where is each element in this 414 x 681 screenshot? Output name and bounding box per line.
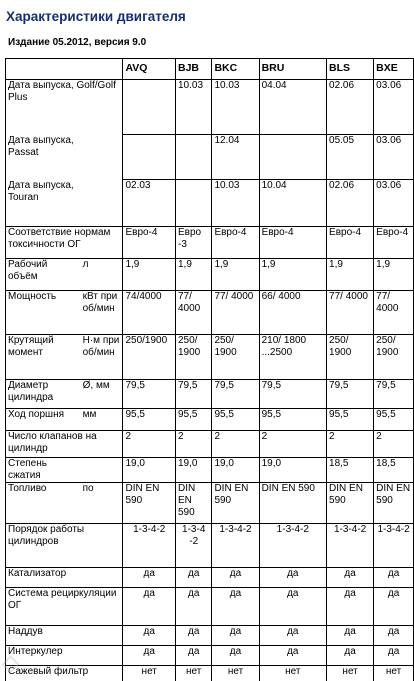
table-row	[6, 483, 414, 524]
table-row	[6, 180, 414, 227]
spec-table-body	[6, 80, 414, 681]
row-unit	[81, 135, 123, 180]
row-unit	[81, 180, 123, 227]
table-cell: 77/ 4000	[374, 291, 414, 335]
table-row	[6, 409, 414, 431]
table-cell: да	[123, 568, 176, 588]
table-row	[6, 291, 414, 335]
table-cell: да	[175, 588, 211, 626]
table-header-row	[6, 59, 414, 80]
table-cell: 2	[175, 431, 211, 458]
row-label: Интеркулер	[6, 646, 123, 666]
table-cell: нет	[327, 666, 374, 681]
table-cell: да	[212, 588, 259, 626]
row-unit: л	[81, 259, 123, 291]
table-cell: 19,0	[212, 458, 259, 483]
table-row	[6, 666, 414, 681]
table-cell: 210/ 1800 ...2500	[259, 335, 326, 380]
table-cell: 1-3-4-2	[259, 524, 326, 568]
table-cell: да	[374, 568, 414, 588]
column-header-bkc: BKC	[212, 59, 259, 80]
table-cell: да	[374, 588, 414, 626]
table-cell: 66/ 4000	[259, 291, 326, 335]
table-row	[6, 380, 414, 409]
table-cell: 79,5	[123, 380, 176, 409]
table-cell: да	[212, 646, 259, 666]
table-cell: 19,0	[175, 458, 211, 483]
table-cell: 19,0	[259, 458, 326, 483]
table-cell: 12.04	[212, 135, 259, 180]
row-label: Система рециркуляции ОГ	[6, 588, 123, 626]
table-cell: да	[327, 588, 374, 626]
table-cell: Евро-4	[374, 227, 414, 259]
table-row	[6, 227, 414, 259]
table-row	[6, 135, 414, 180]
table-cell: да	[212, 568, 259, 588]
table-cell: Евро-4	[212, 227, 259, 259]
row-label: Соответствие нормам токсичности ОГ	[6, 227, 123, 259]
table-cell: 1,9	[327, 259, 374, 291]
header-unit-cell	[81, 59, 123, 80]
column-header-bru: BRU	[259, 59, 326, 80]
table-cell: да	[175, 626, 211, 646]
table-cell: да	[123, 626, 176, 646]
table-cell: 1,9	[212, 259, 259, 291]
table-cell: DIN EN 590	[175, 483, 211, 524]
table-cell: 95,5	[123, 409, 176, 431]
row-label: Дата выпуска, Golf/Golf Plus	[6, 80, 123, 135]
row-unit	[81, 458, 123, 483]
header-label-cell	[6, 59, 81, 80]
row-label: Мощность	[6, 291, 81, 335]
row-label: Наддув	[6, 626, 123, 646]
spec-table-container	[5, 58, 414, 681]
row-label: Рабочий объём	[6, 259, 81, 291]
row-label: Ход поршня	[6, 409, 81, 431]
row-unit: Н·м при об/мин	[81, 335, 123, 380]
table-cell: 04.04	[259, 80, 326, 135]
table-cell: 1,9	[123, 259, 176, 291]
table-cell: 05.05	[327, 135, 374, 180]
table-row	[6, 568, 414, 588]
table-cell	[175, 135, 211, 180]
table-cell: 2	[212, 431, 259, 458]
table-cell: 2	[327, 431, 374, 458]
table-cell: 1,9	[259, 259, 326, 291]
table-cell: 250/ 1900	[212, 335, 259, 380]
table-cell: да	[259, 626, 326, 646]
table-cell: 10.03	[212, 180, 259, 227]
table-cell: 19,0	[123, 458, 176, 483]
table-cell: 250/ 1900	[175, 335, 211, 380]
table-cell: нет	[123, 666, 176, 681]
table-cell: 1-3-4-2	[374, 524, 414, 568]
table-cell: нет	[374, 666, 414, 681]
table-cell: 02.06	[327, 180, 374, 227]
row-unit: мм	[81, 409, 123, 431]
row-label: Крутящий момент	[6, 335, 81, 380]
edition-info: Издание 05.2012, версия 9.0	[8, 37, 147, 48]
table-row	[6, 588, 414, 626]
table-cell: да	[123, 588, 176, 626]
row-label: Сажевый фильтр	[6, 666, 123, 681]
table-cell: DIN EN 590	[123, 483, 176, 524]
table-cell: да	[259, 588, 326, 626]
row-label: Дата выпуска, Touran	[6, 180, 81, 227]
table-cell: DIN EN 590	[374, 483, 414, 524]
table-cell: нет	[175, 666, 211, 681]
column-header-bxe: BXE	[374, 59, 414, 80]
table-row	[6, 335, 414, 380]
row-label: Степень сжатия	[6, 458, 81, 483]
row-label: Диаметр цилиндра	[6, 380, 81, 409]
row-label: Топливо	[6, 483, 81, 524]
table-cell: 1,9	[175, 259, 211, 291]
table-cell: 250/1900	[123, 335, 176, 380]
table-cell: DIN EN 590	[327, 483, 374, 524]
table-cell: 02.03	[123, 180, 176, 227]
column-header-avq: AVQ	[123, 59, 176, 80]
table-row	[6, 458, 414, 483]
table-cell: 1-3-4-2	[123, 524, 176, 568]
table-cell: да	[327, 568, 374, 588]
table-cell: 95,5	[327, 409, 374, 431]
table-cell: 18,5	[327, 458, 374, 483]
table-cell: 77/ 4000	[212, 291, 259, 335]
table-cell: 1-3-4-2	[327, 524, 374, 568]
table-cell: 79,5	[259, 380, 326, 409]
table-cell: 03.06	[374, 135, 414, 180]
table-cell: да	[327, 626, 374, 646]
row-unit: кВт при об/мин	[81, 291, 123, 335]
table-cell: 79,5	[374, 380, 414, 409]
column-header-bls: BLS	[327, 59, 374, 80]
table-cell: 77/ 4000	[175, 291, 211, 335]
table-cell: 03.06	[374, 180, 414, 227]
table-cell: DIN EN 590	[212, 483, 259, 524]
table-cell: 10.03	[212, 80, 259, 135]
table-cell: 03.06	[374, 80, 414, 135]
table-cell: 2	[374, 431, 414, 458]
page-title: Характеристики двигателя	[6, 9, 186, 24]
table-cell: 1,9	[374, 259, 414, 291]
table-row	[6, 431, 414, 458]
table-cell: Евро-4	[123, 227, 176, 259]
table-cell: 79,5	[327, 380, 374, 409]
table-cell: да	[259, 646, 326, 666]
table-row	[6, 259, 414, 291]
row-label: Катализатор	[6, 568, 123, 588]
table-cell: 79,5	[175, 380, 211, 409]
table-cell: да	[175, 646, 211, 666]
table-cell: 77/ 4000	[327, 291, 374, 335]
column-header-bjb: BJB	[175, 59, 211, 80]
table-cell: да	[374, 626, 414, 646]
table-cell: 02.06	[327, 80, 374, 135]
watermark-logo: ◇	[2, 650, 19, 675]
table-cell: да	[212, 626, 259, 646]
table-cell: нет	[259, 666, 326, 681]
table-cell: 2	[259, 431, 326, 458]
table-cell	[123, 80, 176, 135]
row-unit: Ø, мм	[81, 380, 123, 409]
table-cell: да	[259, 568, 326, 588]
table-row	[6, 646, 414, 666]
table-cell: 95,5	[175, 409, 211, 431]
table-cell	[259, 135, 326, 180]
table-cell: DIN EN 590	[259, 483, 326, 524]
table-cell: 18,5	[374, 458, 414, 483]
table-cell: 95,5	[374, 409, 414, 431]
table-row	[6, 626, 414, 646]
table-cell: Евро -3	[175, 227, 211, 259]
table-cell: 74/4000	[123, 291, 176, 335]
row-label: Порядок работы цилиндров	[6, 524, 123, 568]
table-cell: Евро-4	[327, 227, 374, 259]
table-cell: 250/ 1900	[327, 335, 374, 380]
table-cell: да	[123, 646, 176, 666]
table-row	[6, 524, 414, 568]
table-cell: да	[374, 646, 414, 666]
table-cell: 95,5	[259, 409, 326, 431]
table-cell: Евро-4	[259, 227, 326, 259]
table-cell: 1-3-4-2	[212, 524, 259, 568]
engine-spec-table	[5, 58, 414, 681]
table-cell: 10.04	[259, 180, 326, 227]
table-cell: 10.03	[175, 80, 211, 135]
table-cell: 2	[123, 431, 176, 458]
table-cell: да	[327, 646, 374, 666]
row-label: Дата выпуска, Passat	[6, 135, 81, 180]
table-cell: 250/ 1900	[374, 335, 414, 380]
row-label: Число клапанов на цилиндр	[6, 431, 123, 458]
table-cell: нет	[212, 666, 259, 681]
table-cell: 1-3-4 -2	[175, 524, 211, 568]
row-unit: по	[81, 483, 123, 524]
table-row	[6, 80, 414, 135]
table-cell	[123, 135, 176, 180]
table-cell: да	[175, 568, 211, 588]
table-cell	[175, 180, 211, 227]
table-cell: 79,5	[212, 380, 259, 409]
table-cell: 95,5	[212, 409, 259, 431]
